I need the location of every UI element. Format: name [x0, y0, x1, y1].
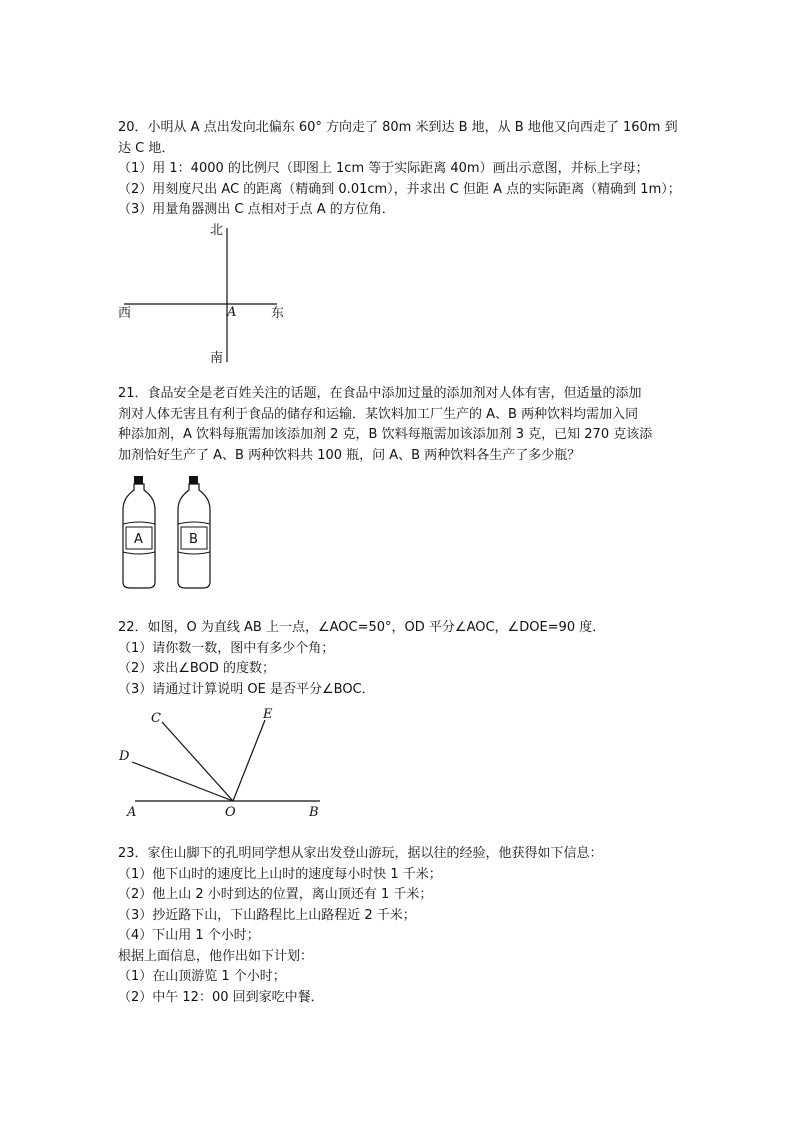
- q20-item-2: （2）用刻度尺出 AC 的距离（精确到 0.01cm），并求出 C 但距 A 点的实际距离（精确到 1m）；: [118, 181, 681, 197]
- q21-line-1: 21．食品安全是老百姓关注的话题，在食品中添加过量的添加剂对人体有害，但适量的添加: [118, 386, 642, 401]
- label-b: B: [309, 805, 319, 820]
- bottle-b-cap: [189, 476, 198, 484]
- question-23: [118, 844, 688, 1008]
- q21-bottles-figure: [118, 474, 218, 594]
- bottle-a-cap: [134, 476, 143, 484]
- q23-plan-2: （2）中午 12：00 回到家吃中餐．: [118, 989, 324, 1005]
- q21-line-4: 加剂恰好生产了 A、B 两种饮料共 100 瓶，问 A、B 两种饮料各生产了多少瓶？: [118, 447, 581, 463]
- q22-item-3: （3）请通过计算说明 OE 是否平分∠BOC．: [118, 681, 375, 697]
- q20-item-3: （3）用量角器测出 C 点相对于点 A 的方位角．: [118, 202, 395, 217]
- q20-item-1: （1）用 1：4000 的比例尺（即图上 1cm 等于实际距离 40m）画出示意图，并标上字母；: [118, 161, 649, 176]
- q23-plan-1: （1）在山顶游览 1 个小时；: [118, 969, 286, 984]
- q21-line-3: 种添加剂，A 饮料每瓶需加该添加剂 2 克，B 饮料每瓶需加该添加剂 3 克，已知 270 克该添: [118, 427, 653, 442]
- bottle-a-letter: A: [134, 532, 143, 547]
- q22-item-1: （1）请你数一数，图中有多少个角；: [118, 640, 335, 656]
- q23-info-2: （2）他上山 2 小时到达的位置，离山顶还有 1 千米；: [118, 887, 433, 902]
- ray-oe: [233, 720, 265, 801]
- label-o: O: [225, 805, 236, 820]
- question-20: [118, 118, 688, 221]
- question-22: [118, 618, 688, 700]
- q22-angle-figure: [115, 700, 335, 825]
- q20-stem-line-1: 20．小明从 A 点出发向北偏东 60° 方向走了 80m 米到达 B 地，从 B 地他又向西走了 160m 到: [118, 120, 678, 135]
- q23-info-3: （3）抄近路下山，下山路程比上山路程近 2 千米；: [118, 907, 416, 923]
- label-d: D: [119, 749, 130, 764]
- bottle-b-letter: B: [189, 532, 198, 547]
- q20-compass-figure: [110, 220, 300, 370]
- q23-info-1: （1）他下山时的速度比上山时的速度每小时快 1 千米；: [118, 866, 442, 882]
- ray-od: [132, 762, 233, 801]
- label-c: C: [151, 711, 161, 726]
- q23-plan-intro: 根据上面信息，他作出如下计划：: [118, 948, 314, 964]
- q21-line-2: 剂对人体无害且有利于食品的储存和运输．某饮料加工厂生产的 A、B 两种饮料均需加入同: [118, 406, 639, 422]
- q23-stem: 23．家住山脚下的孔明同学想从家出发登山游玩，据以往的经验，他获得如下信息：: [118, 846, 603, 861]
- bottle-a: [123, 476, 155, 588]
- ray-oc: [162, 722, 233, 801]
- q20-stem-line-2: 达 C 地．: [118, 140, 175, 156]
- q22-stem: 22．如图，O 为直线 AB 上一点，∠AOC=50°，OD 平分∠AOC，∠DOE=90 度．: [118, 620, 606, 635]
- label-e: E: [263, 707, 273, 722]
- west-label: 西: [118, 306, 132, 321]
- north-label: 北: [210, 223, 224, 238]
- q23-info-4: （4）下山用 1 个小时；: [118, 928, 260, 943]
- label-a: A: [127, 805, 137, 820]
- south-label: 南: [210, 351, 224, 366]
- point-a-label: A: [227, 305, 237, 320]
- q22-item-2: （2）求出∠BOD 的度数；: [118, 661, 275, 676]
- bottle-b: [178, 476, 210, 588]
- question-21: [118, 384, 688, 466]
- east-label: 东: [271, 306, 285, 321]
